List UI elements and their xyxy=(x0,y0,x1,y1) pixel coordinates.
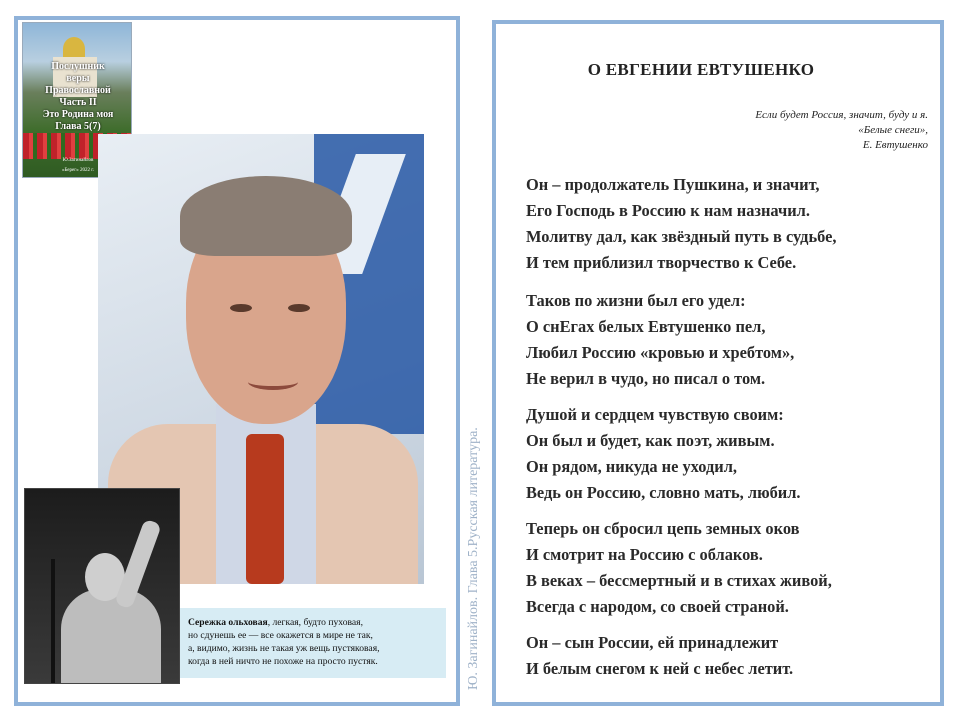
microphone-icon xyxy=(51,559,55,684)
right-panel xyxy=(492,20,944,706)
caption-box xyxy=(180,608,446,678)
cover-title-line: Это Родина моя xyxy=(42,109,114,120)
caption-line: но сдунешь ее — все окажется в мире не так, xyxy=(188,630,373,641)
cover-title-line: Глава 5(7) xyxy=(55,121,101,132)
poem-line: И тем приблизил творчество к Себе. xyxy=(526,253,797,272)
poem-line: И белым снегом к ней с небес летит. xyxy=(526,659,794,678)
poem-line: В веках – бессмертный и в стихах живой, xyxy=(526,571,832,590)
stanza-2 xyxy=(526,288,794,392)
stanza-1 xyxy=(526,172,836,276)
poem-line: Молитву дал, как звёздный путь в судьбе, xyxy=(526,227,837,246)
caption-line: а, видимо, жизнь не такая уж вещь пустяковая, xyxy=(188,643,380,654)
cover-title-line: Православной xyxy=(45,85,111,96)
caption-first-rest: , легкая, будто пуховая, xyxy=(267,617,363,628)
poem-line: Он был и будет, как поэт, живым. xyxy=(526,431,775,450)
poem-line: Его Господь в Россию к нам назначил. xyxy=(526,201,810,220)
poem-line: Он – сын России, ей принадлежит xyxy=(526,633,779,652)
poem-line: И смотрит на Россию с облаков. xyxy=(526,545,763,564)
poem-line: Любил Россию «кровью и хребтом», xyxy=(526,343,795,362)
poem-line: Ведь он Россию, словно мать, любил. xyxy=(526,483,801,502)
stanza-4 xyxy=(526,516,832,620)
epigraph-line: Если будет Россия, значит, буду и я. xyxy=(755,109,928,121)
cover-title-line: Послушник xyxy=(51,61,105,72)
tie xyxy=(246,434,284,584)
performer-body xyxy=(61,589,161,684)
cover-year: «Берег» 2022 г. xyxy=(61,168,95,173)
caption-bold: Сережка ольховая xyxy=(188,617,268,628)
poem-line: Он – продолжатель Пушкина, и значит, xyxy=(526,175,820,194)
caption-line xyxy=(188,617,363,628)
cover-title xyxy=(23,61,132,133)
stanza-3 xyxy=(526,402,801,506)
poem-line: Душой и сердцем чувствую своим: xyxy=(526,405,784,424)
eye xyxy=(288,304,310,312)
poem-line: Таков по жизни был его удел: xyxy=(526,291,746,310)
poem-title: О ЕВГЕНИИ ЕВТУШЕНКО xyxy=(587,60,815,79)
poem-line: Теперь он сбросил цепь земных оков xyxy=(526,519,800,538)
caption-line: когда в ней ничто не похоже на просто пустяк. xyxy=(188,656,378,667)
cover-title-line: Часть II xyxy=(59,97,97,108)
poem-line: Он рядом, никуда не уходил, xyxy=(526,457,737,476)
smile xyxy=(248,374,298,390)
bw-stage-photo xyxy=(24,488,180,684)
cover-author: Ю.Загинайлов xyxy=(62,158,94,163)
epigraph-line: Е. Евтушенко xyxy=(862,139,928,151)
poem-line: Не верил в чудо, но писал о том. xyxy=(526,369,766,388)
poem-line: О снЕгах белых Евтушенко пел, xyxy=(526,317,766,336)
epigraph xyxy=(755,108,928,153)
hair xyxy=(180,176,352,256)
eye xyxy=(230,304,252,312)
poem-line: Всегда с народом, со своей страной. xyxy=(526,597,789,616)
epigraph-line: «Белые снеги», xyxy=(858,124,928,136)
stanza-5 xyxy=(526,630,793,682)
side-vertical-text: Ю. Загинайлов. Глава 5.Русская литература. xyxy=(466,427,481,690)
cover-title-line: веры xyxy=(66,73,90,84)
